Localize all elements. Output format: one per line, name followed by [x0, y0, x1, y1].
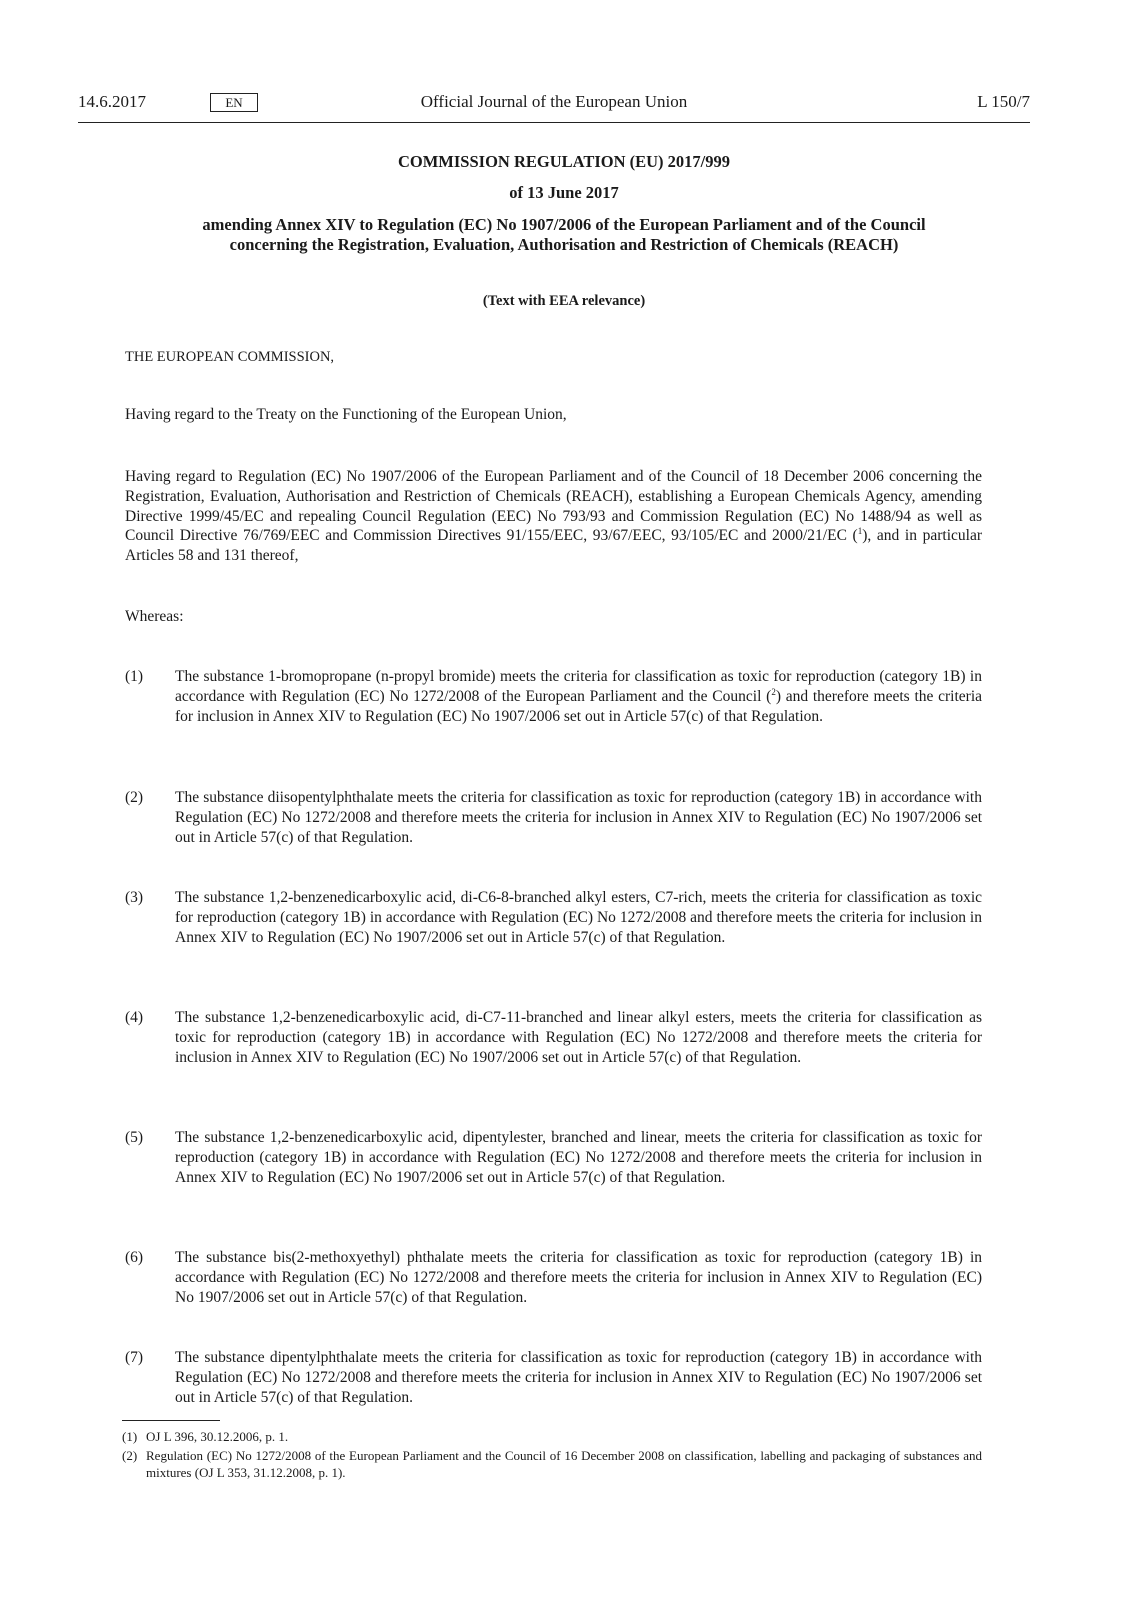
footnote-text: OJ L 396, 30.12.2006, p. 1.: [146, 1429, 289, 1444]
recital: [125, 788, 982, 847]
whereas-heading: Whereas:: [125, 608, 184, 625]
recital-text: The substance dipentylphthalate meets the criteria for classification as toxic for reproduction (category 1B) in accordance with Regulation (EC) No 1272/2008 and therefore meets the criteria for inclusion in Annex XIV to Regulation (EC) No 1907/2006 set out in Article 57(c) of that Regulation.: [175, 1349, 982, 1406]
recital-text: The substance 1,2-benzenedicarboxylic acid, di-C6-8-branched alkyl esters, C7-rich, meets the criteria for classification as toxic for reproduction (category 1B) in accordance with Regulation (EC) No 1272/2008 and therefore meets the criteria for inclusion in Annex XIV to Regulation (EC) No 1907/2006 set out in Article 57(c) of that Regulation.: [175, 889, 982, 946]
language-badge: EN: [210, 93, 258, 112]
citation-reach-regulation: Having regard to Regulation (EC) No 1907/2006 of the European Parliament and of the Council of 18 December 2006 concerning the Registration, Evaluation, Authorisation and Restriction of Chemicals (REACH), establishing a European Chemicals Agency, amending Directive 1999/45/EC and repealing Council Regulation (EEC) No 793/93 and Commission Regulation (EC) No 1488/94 as well as Council Directive 76/769/EEC and Commission Directives 91/155/EEC, 93/67/EEC, 93/105/EC and 2000/21/EC ($^1$), and in particular Articles 58 and 131 thereof,: [125, 468, 982, 565]
recital-number: (4): [125, 1009, 144, 1026]
recital-text: The substance diisopentylphthalate meets the criteria for classification as toxic for reproduction (category 1B) in accordance with Regulation (EC) No 1272/2008 and therefore meets the criteria for inclusion in Annex XIV to Regulation (EC) No 1907/2006 set out in Article 57(c) of that Regulation.: [175, 789, 982, 846]
regulation-subject: amending Annex XIV to Regulation (EC) No 1907/2006 of the European Parliament and of the Council concerning the Registration, Evaluation, Authorisation and Restriction of Chemicals (REACH): [202, 215, 926, 254]
recital-text: The substance 1-bromopropane (n-propyl bromide) meets the criteria for classification as toxic for reproduction (category 1B) in accordance with Regulation (EC) No 1272/2008 of the European Parliament and the Council ($^2$) and therefore meets the criteria for inclusion in Annex XIV to Regulation (EC) No 1907/2006 set out in Article 57(c) of that Regulation.: [175, 668, 983, 725]
recital: [125, 1348, 982, 1407]
footnote-ref[interactable]: 1: [857, 526, 863, 537]
footnote: [122, 1447, 982, 1481]
footnote-number: (1): [122, 1429, 138, 1444]
recital: [125, 667, 982, 726]
citation-treaty: Having regard to the Treaty on the Functioning of the European Union,: [125, 406, 567, 423]
regulation-date: of 13 June 2017: [509, 183, 619, 202]
recital-number: (5): [125, 1129, 144, 1146]
footnote-ref[interactable]: 2: [771, 686, 776, 697]
page-number: L 150/7: [977, 92, 1030, 111]
recital-number: (2): [125, 789, 144, 806]
recital-number: (1): [125, 668, 144, 685]
footnote-divider: [122, 1420, 220, 1421]
footnote-text: Regulation (EC) No 1272/2008 of the European Parliament and the Council of 16 December 2008 on classification, labelling and packaging of substances and mixtures (OJ L 353, 31.12.2008, p. 1).: [146, 1448, 982, 1480]
regulation-title: COMMISSION REGULATION (EU) 2017/999: [397, 152, 730, 171]
recital-number: (7): [125, 1349, 144, 1366]
recital-number: (6): [125, 1249, 144, 1266]
recital: [125, 1248, 982, 1307]
recital-number: (3): [125, 889, 144, 906]
recital: [125, 1008, 982, 1067]
footnote-number: (2): [122, 1448, 138, 1463]
page-header: [78, 92, 1030, 123]
commission-heading: THE EUROPEAN COMMISSION,: [125, 349, 335, 365]
recital-text: The substance 1,2-benzenedicarboxylic acid, dipentylester, branched and linear, meets the criteria for classification as toxic for reproduction (category 1B) in accordance with Regulation (EC) No 1272/2008 and therefore meets the criteria for inclusion in Annex XIV to Regulation (EC) No 1907/2006 set out in Article 57(c) of that Regulation.: [175, 1129, 982, 1186]
recital-text: The substance 1,2-benzenedicarboxylic acid, di-C7-11-branched and linear alkyl esters, meets the criteria for classification as toxic for reproduction (category 1B) in accordance with Regulation (EC) No 1272/2008 and therefore meets the criteria for inclusion in Annex XIV to Regulation (EC) No 1907/2006 set out in Article 57(c) of that Regulation.: [175, 1009, 982, 1066]
footnote: [122, 1428, 982, 1445]
recital: [125, 1128, 982, 1187]
recital: [125, 888, 982, 947]
eea-relevance: (Text with EEA relevance): [482, 293, 646, 309]
journal-title: Official Journal of the European Union: [420, 92, 688, 111]
publication-date: 14.6.2017: [78, 92, 146, 111]
recital-text: The substance bis(2-methoxyethyl) phthalate meets the criteria for classification as toxic for reproduction (category 1B) in accordance with Regulation (EC) No 1272/2008 and therefore meets the criteria for inclusion in Annex XIV to Regulation (EC) No 1907/2006 set out in Article 57(c) of that Regulation.: [175, 1249, 982, 1306]
